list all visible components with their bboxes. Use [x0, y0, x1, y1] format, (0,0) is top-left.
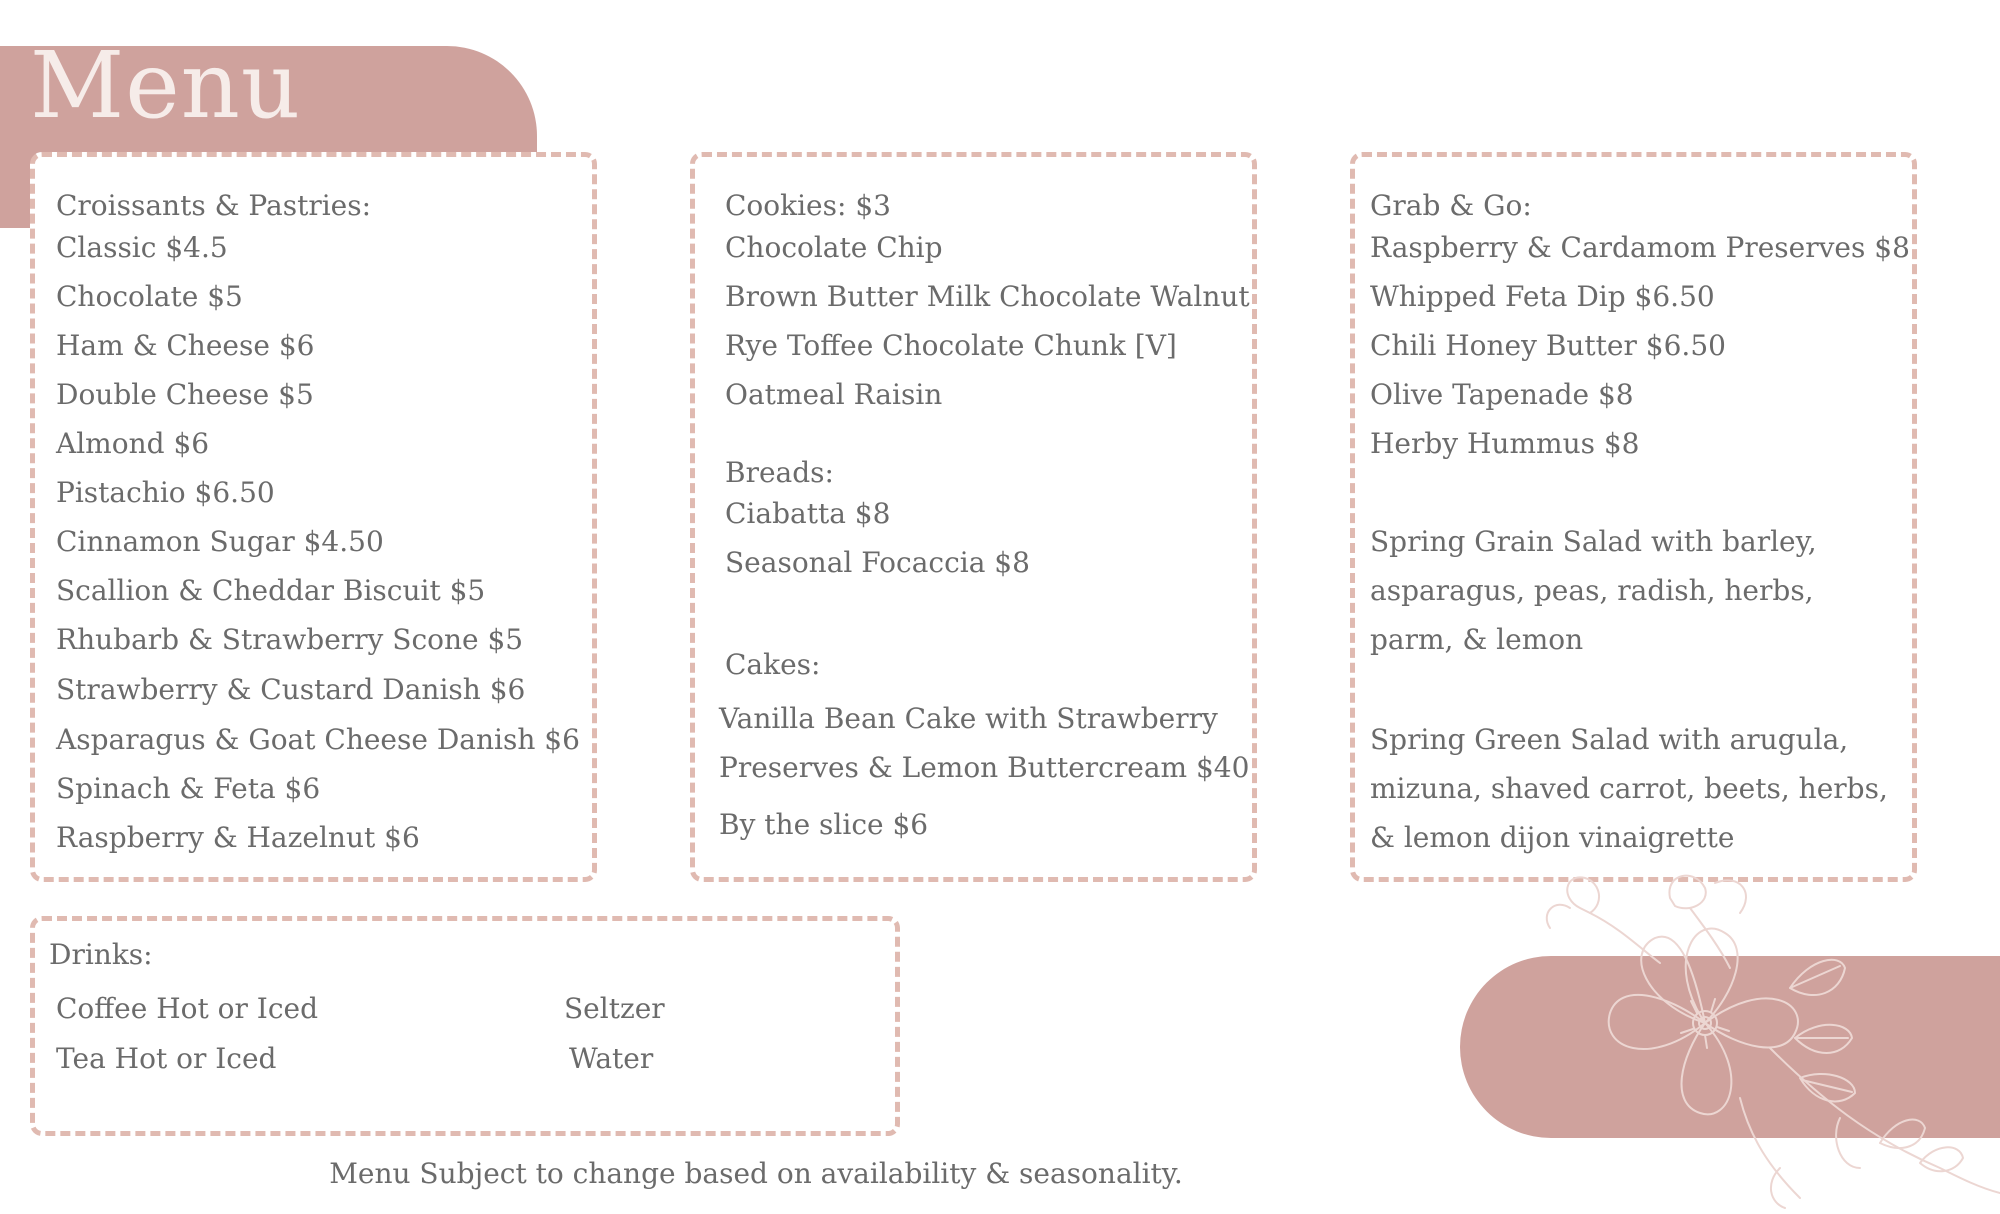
flower-illustration — [1540, 868, 2000, 1214]
drink-item: Coffee Hot or Iced — [56, 992, 319, 1025]
menu-item: Ham & Cheese $6 — [56, 329, 315, 362]
menu-item: Ciabatta $8 — [725, 497, 891, 530]
menu-item: Whipped Feta Dip $6.50 — [1370, 280, 1715, 313]
salad-description: & lemon dijon vinaigrette — [1370, 821, 1735, 854]
menu-item: Vanilla Bean Cake with Strawberry — [719, 702, 1218, 735]
menu-item: Chocolate $5 — [56, 280, 243, 313]
menu-item: Classic $4.5 — [56, 231, 228, 264]
footer-note: Menu Subject to change based on availability & seasonality. — [329, 1157, 1183, 1190]
menu-item: Chili Honey Butter $6.50 — [1370, 329, 1726, 362]
salad-description: mizuna, shaved carrot, beets, herbs, — [1370, 772, 1888, 805]
menu-item: Strawberry & Custard Danish $6 — [56, 673, 526, 706]
menu-item: Almond $6 — [56, 427, 210, 460]
drinks-section — [30, 916, 900, 1136]
salad-description: Spring Grain Salad with barley, — [1370, 525, 1817, 558]
menu-item: Double Cheese $5 — [56, 378, 314, 411]
menu-item: Raspberry & Cardamom Preserves $8 — [1370, 231, 1910, 264]
menu-item: Herby Hummus $8 — [1370, 427, 1640, 460]
section-heading: Grab & Go: — [1370, 189, 1532, 222]
menu-item: By the slice $6 — [719, 808, 929, 841]
menu-item: Preserves & Lemon Buttercream $40 — [719, 751, 1250, 784]
menu-item: Pistachio $6.50 — [56, 476, 275, 509]
menu-item: Spinach & Feta $6 — [56, 772, 321, 805]
drink-item: Water — [569, 1042, 654, 1075]
section-heading: Breads: — [725, 456, 834, 489]
menu-item: Seasonal Focaccia $8 — [725, 546, 1030, 579]
menu-item: Asparagus & Goat Cheese Danish $6 — [56, 723, 580, 756]
menu-item: Olive Tapenade $8 — [1370, 378, 1634, 411]
menu-item: Rye Toffee Chocolate Chunk [V] — [725, 329, 1177, 362]
menu-item: Cinnamon Sugar $4.50 — [56, 525, 384, 558]
drink-item: Tea Hot or Iced — [56, 1042, 277, 1075]
drink-item: Seltzer — [564, 992, 665, 1025]
menu-item: Chocolate Chip — [725, 231, 943, 264]
salad-description: parm, & lemon — [1370, 623, 1584, 656]
menu-item: Oatmeal Raisin — [725, 378, 943, 411]
menu-item: Brown Butter Milk Chocolate Walnut — [725, 280, 1250, 313]
menu-item: Raspberry & Hazelnut $6 — [56, 821, 420, 854]
salad-description: asparagus, peas, radish, herbs, — [1370, 574, 1814, 607]
page-title: Menu — [30, 32, 302, 139]
menu-item: Rhubarb & Strawberry Scone $5 — [56, 623, 524, 656]
section-heading: Cookies: $3 — [725, 189, 891, 222]
section-heading: Croissants & Pastries: — [56, 189, 372, 222]
salad-description: Spring Green Salad with arugula, — [1370, 723, 1849, 756]
section-heading: Drinks: — [49, 938, 153, 971]
menu-item: Scallion & Cheddar Biscuit $5 — [56, 574, 486, 607]
section-heading: Cakes: — [725, 648, 821, 681]
